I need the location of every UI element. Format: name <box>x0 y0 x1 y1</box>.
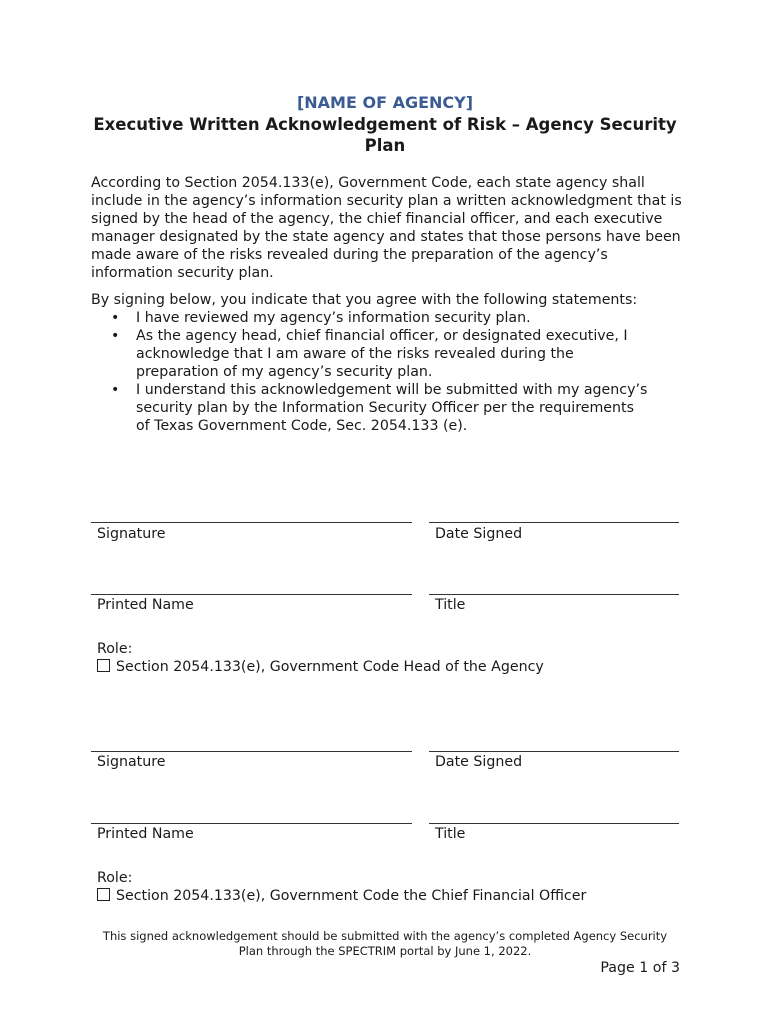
role-option-head-of-agency[interactable] <box>97 658 544 676</box>
intro-paragraph: According to Section 2054.133(e), Government Code, each state agency shall include in the agency’s information security plan a written acknowledgment that is signed by the head of the agency, the chief financial officer, and each executive manager designated by the state agency and states that those persons have been made aware of the risks revealed during the preparation of the agency’s information security plan. <box>91 175 682 281</box>
date-signed-line[interactable] <box>429 522 679 523</box>
statement-text: I have reviewed my agency’s information security plan. <box>136 310 531 326</box>
date-signed-line[interactable] <box>429 751 679 752</box>
statement-item <box>91 327 651 381</box>
role-option-cfo[interactable] <box>97 887 586 905</box>
title-line[interactable] <box>429 823 679 824</box>
document-title: Executive Written Acknowledgement of Risk – Agency Security Plan <box>93 115 677 155</box>
bullet-icon: • <box>111 382 120 398</box>
checkbox-icon[interactable] <box>97 659 110 672</box>
page-number: Page 1 of 3 <box>600 960 680 976</box>
statement-item <box>91 381 651 435</box>
role-label: Role: <box>97 870 133 886</box>
title-label: Title <box>435 826 466 842</box>
statement-text: I understand this acknowledgement will be submitted with my agency’s security plan by the Information Security Officer per the requirements of Texas Government Code, Sec. 2054.133 (e). <box>136 382 648 434</box>
bullet-icon: • <box>111 328 120 344</box>
printed-name-label: Printed Name <box>97 597 194 613</box>
signature-line[interactable] <box>91 751 412 752</box>
agreement-lead: By signing below, you indicate that you agree with the following statements: <box>91 292 638 308</box>
role-label: Role: <box>97 641 133 657</box>
printed-name-label: Printed Name <box>97 826 194 842</box>
date-signed-label: Date Signed <box>435 526 523 542</box>
title-label: Title <box>435 597 466 613</box>
checkbox-icon[interactable] <box>97 888 110 901</box>
role-option-text: Section 2054.133(e), Government Code the Chief Financial Officer <box>116 888 587 904</box>
statement-item <box>91 309 651 327</box>
date-signed-label: Date Signed <box>435 754 523 770</box>
bullet-icon: • <box>111 310 120 326</box>
title-line[interactable] <box>429 594 679 595</box>
signature-label: Signature <box>97 526 166 542</box>
statement-text: As the agency head, chief financial officer, or designated executive, I acknowledge that I am aware of the risks revealed during the preparation of my agency’s security plan. <box>136 328 628 380</box>
printed-name-line[interactable] <box>91 823 412 824</box>
submission-note: This signed acknowledgement should be submitted with the agency’s completed Agency Security Plan through the SPECTRIM portal by June 1, 2022. <box>102 929 668 958</box>
agency-name: [NAME OF AGENCY] <box>296 93 474 112</box>
signature-line[interactable] <box>91 522 412 523</box>
printed-name-line[interactable] <box>91 594 412 595</box>
role-option-text: Section 2054.133(e), Government Code Head of the Agency <box>116 659 544 675</box>
signature-label: Signature <box>97 754 166 770</box>
statement-list <box>91 309 651 435</box>
